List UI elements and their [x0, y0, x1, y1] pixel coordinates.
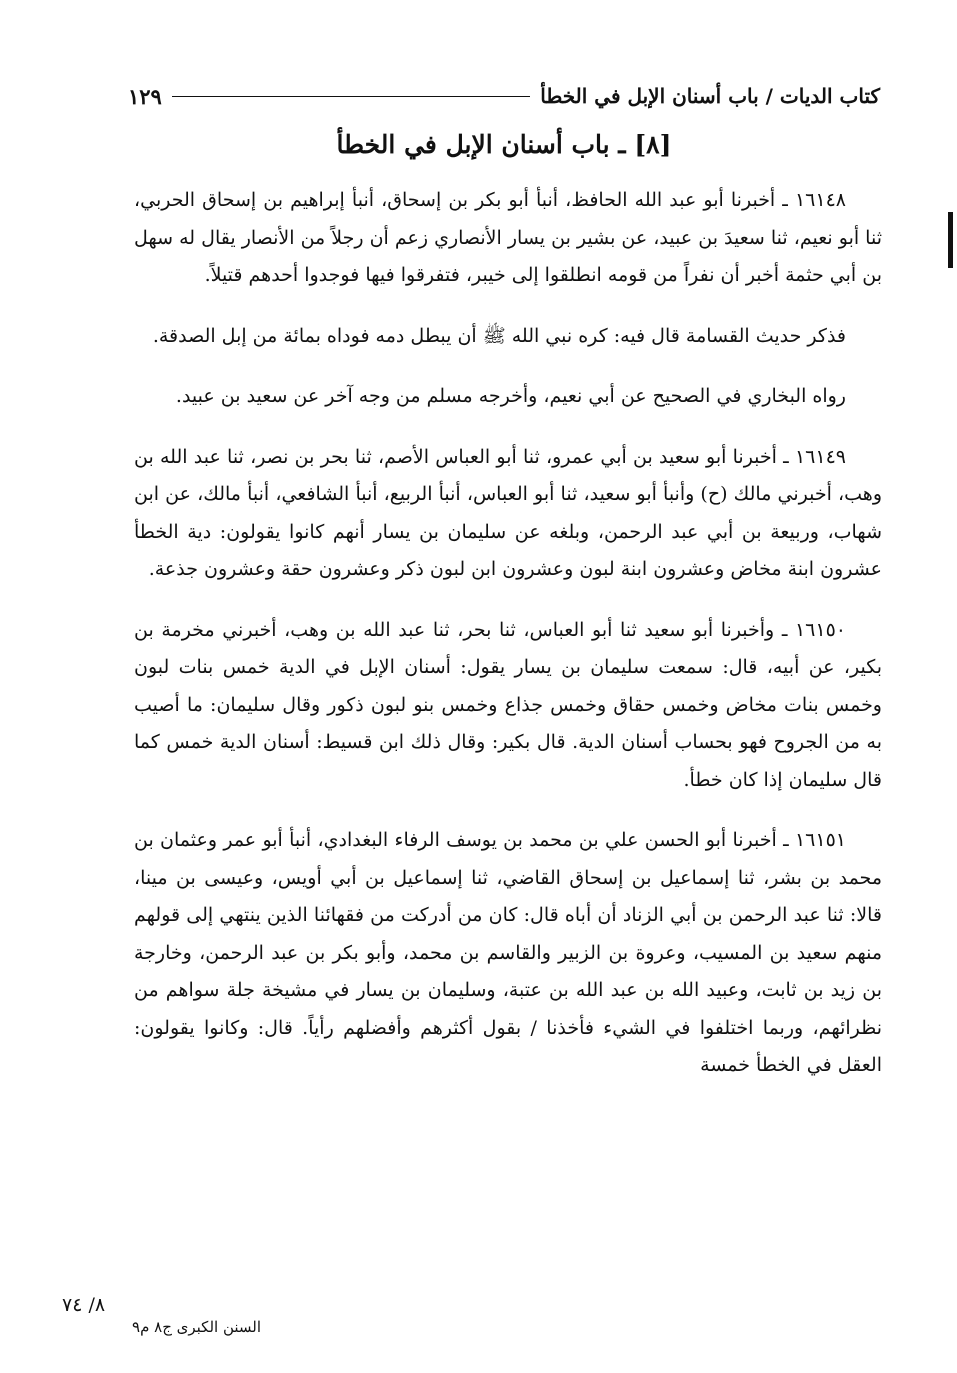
paragraph-bukhari: رواه البخاري في الصحيح عن أبي نعيم، وأخرجه مسلم من وجه آخر عن سعيد بن عبيد.	[175, 385, 846, 407]
chapter-title: [٨] ـ باب أسنان الإبل في الخطأ	[336, 130, 672, 159]
hadith-16150: ١٦١٥٠ ـ وأخبرنا أبو سعيد ثنا أبو العباس، ثنا بحر، ثنا عبد الله بن وهب، أخبرني مخرمة بن بكير، عن أبيه، قال: سمعت سليمان بن يسار يقول: أسنان الإبل في الدية خمس بنات لبون وخمس بنات مخاض وخمس حقاق وخمس جذاع وخمس بنو لبون ذكور وقال سليمان: ما أصيب به من الجروح فهو بحساب أسنان الدية. قال بكير: وقال ذلك ابن قسيط: أسنان الدية خمس كما قال سليمان إذا كان خطأ.	[134, 618, 882, 791]
margin-bar	[948, 212, 953, 268]
hadith-16149: ١٦١٤٩ ـ أخبرنا أبو سعيد بن أبي عمرو، ثنا أبو العباس الأصم، ثنا بحر بن نصر، ثنا عبد الله بن وهب، أخبرني مالك (ح) وأنبأ أبو سعيد، ثنا أبو العباس، أنبأ الربيع، أنبأ الشافعي، أنبأ مالك، عن ابن شهاب، وربيعة بن أبي عبد الرحمن، وبلغه عن سليمان بن يسار أنهم كانوا يقولون: دية الخطأ عشرون ابنة مخاض وعشرون ابنة لبون وعشرون ابن لبون ذكر وعشرون حقة وعشرون جذعة.	[134, 445, 882, 580]
running-header	[128, 78, 880, 114]
hadith-16148: ١٦١٤٨ ـ أخبرنا أبو عبد الله الحافظ، أنبأ أبو بكر بن إسحاق، أنبأ إبراهيم بن إسحاق الحربي، ثنا أبو نعيم، ثنا سعيدَ بن عبيد، عن بشير بن يسار الأنصاري زعم أن رجلاً من الأنصار يقال له سهل بن أبي حثمة أخبر أن نفراً من قومه انطلقوا إلى خيبر، فتفرقوا فيها فوجدوا أحدهم قتيلاً.	[134, 189, 882, 286]
page-number: ١٢٩	[128, 83, 162, 109]
running-title: كتاب الديات / باب أسنان الإبل في الخطأ	[540, 84, 880, 108]
header-rule	[172, 96, 530, 97]
body-text	[134, 182, 882, 1105]
paragraph-qasama: فذكر حديث القسامة قال فيه: كره نبي الله ﷺ أن يبطل دمه فوداه بمائة من إبل الصدقة.	[152, 324, 846, 347]
hadith-16151: ١٦١٥١ ـ أخبرنا أبو الحسن علي بن محمد بن يوسف الرفاء البغدادي، أنبأ أبو عمر وعثمان بن محمد بن بشر، ثنا إسماعيل بن إسحاق القاضي، ثنا إسماعيل بن أبي أويس، وعيسى بن مينا، قالا: ثنا عبد الرحمن بن أبي الزناد أن أباه قال: كان من أدركت من فقهائنا الذين ينتهي إلى قولهم منهم سعيد بن المسيب، وعروة بن الزبير والقاسم بن محمد، وأبو بكر بن عبد الرحمن، وخارجة بن زيد بن ثابت، وعبيد الله بن عبد الله بن عتبة، وسليمان بن يسار في مشيخة جلة سواهم من نظرائهم، وربما اختلفوا في الشيء فأخذنا / بقول أكثرهم وأفضلهم رأياً. قال: وكانوا يقولون: العقل في الخطأ خمسة	[134, 829, 882, 1076]
footer-signature: السنن الكبرى ج٨ م٩	[132, 1318, 262, 1336]
margin-reference: ٨/ ٧٤	[62, 1294, 106, 1316]
